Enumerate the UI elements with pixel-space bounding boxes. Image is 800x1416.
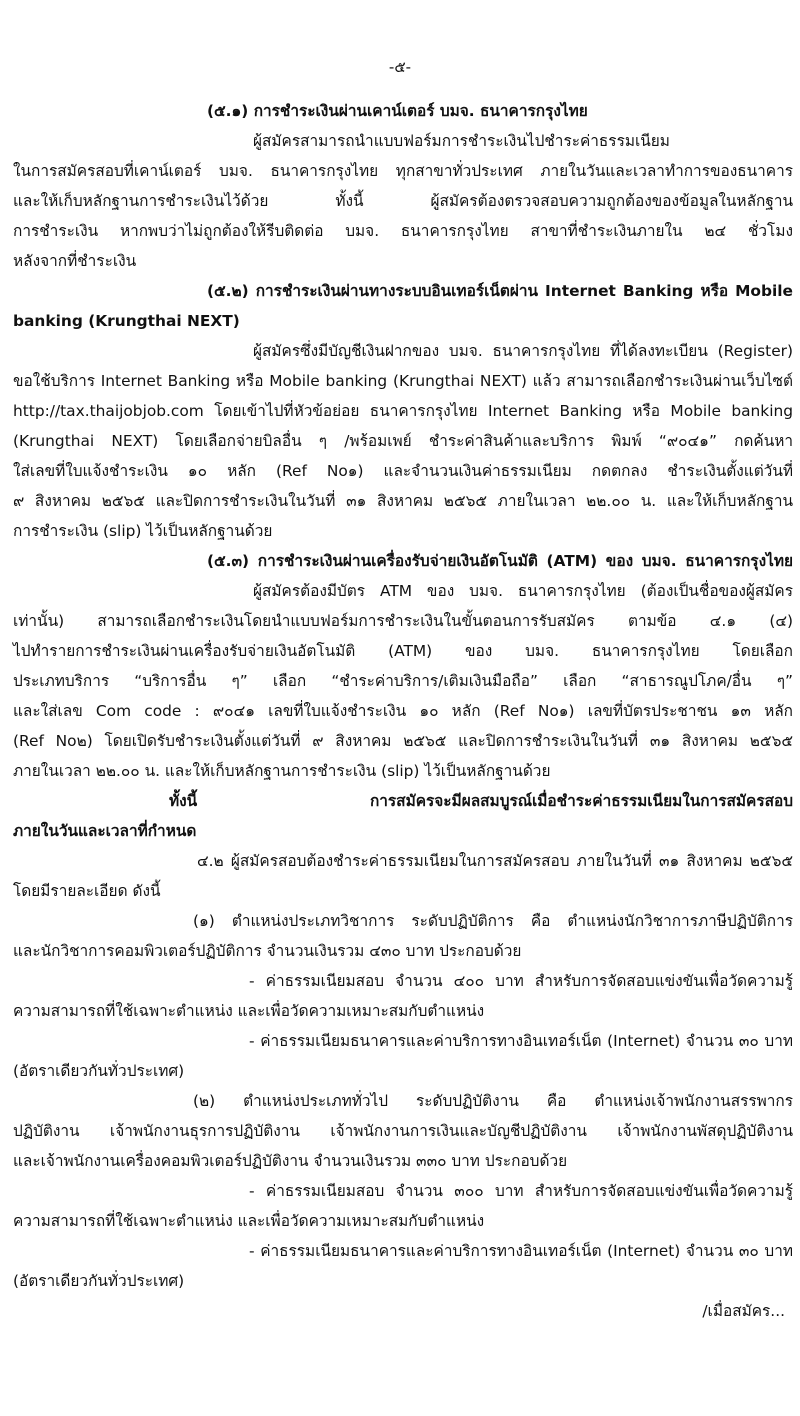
section-s3 bbox=[13, 546, 793, 786]
text-line: ผู้สมัครต้องมีบัตร ATM ของ บมจ. ธนาคารกรุงไทย (ต้องเป็นชื่อของผู้สมัคร bbox=[253, 582, 793, 600]
text-line: ในการสมัครสอบที่เคาน์เตอร์ บมจ. ธนาคารกรุงไทย ทุกสาขาทั่วประเทศ ภายในวันและเวลาทำการของธนาคาร bbox=[13, 162, 793, 180]
text-line: banking (Krungthai NEXT) bbox=[13, 312, 240, 330]
section-s2 bbox=[13, 276, 793, 546]
text-line: การชำระเงิน (slip) ไว้เป็นหลักฐานด้วย bbox=[13, 522, 273, 540]
text-line: ผู้สมัครสามารถนำแบบฟอร์มการชำระเงินไปชำระค่าธรรมเนียม bbox=[253, 132, 670, 150]
text-line: ทั้งนี้ การสมัครจะมีผลสมบูรณ์เมื่อชำระค่าธรรมเนียมในการสมัครสอบ bbox=[169, 792, 793, 810]
section-s4 bbox=[13, 786, 793, 846]
text-line: - ค่าธรรมเนียมธนาคารและค่าบริการทางอินเทอร์เน็ต (Internet) จำนวน ๓๐ บาท bbox=[249, 1242, 793, 1260]
text-line: การชำระเงิน หากพบว่าไม่ถูกต้องให้รีบติดต่อ บมจ. ธนาคารกรุงไทย สาขาที่ชำระเงินภายใน ๒๔ ชั่วโมง bbox=[13, 222, 793, 240]
text-line: และใส่เลข Com code : ๙๐๔๑ เลขที่ใบแจ้งชำระเงิน ๑๐ หลัก (Ref No๑) เลขที่บัตรประชาชน ๑๓ หลัก bbox=[13, 702, 793, 720]
text-line: ผู้สมัครซึ่งมีบัญชีเงินฝากของ บมจ. ธนาคารกรุงไทย ที่ได้ลงทะเบียน (Register) bbox=[253, 342, 793, 360]
text-line: http://tax.thaijobjob.com โดยเข้าไปที่หัวข้อย่อย ธนาคารกรุงไทย Internet Banking หรือ Mobile banking bbox=[13, 402, 793, 420]
text-line: ไปทำรายการชำระเงินผ่านเครื่องรับจ่ายเงินอัตโนมัติ (ATM) ของ บมจ. ธนาคารกรุงไทย โดยเลือก bbox=[13, 642, 793, 660]
text-line: ๔.๒ ผู้สมัครสอบต้องชำระค่าธรรมเนียมในการสมัครสอบ ภายในวันที่ ๓๑ สิงหาคม ๒๕๖๕ bbox=[197, 852, 793, 870]
text-line: ใส่เลขที่ใบแจ้งชำระเงิน ๑๐ หลัก (Ref No๑) และจำนวนเงินค่าธรรมเนียม กดตกลง ชำระเงินตั้งแต่วันที่ bbox=[13, 462, 793, 480]
text-line: ภายในเวลา ๒๒.๐๐ น. และให้เก็บหลักฐานการชำระเงิน (slip) ไว้เป็นหลักฐานด้วย bbox=[13, 762, 551, 780]
text-line: ปฏิบัติงาน เจ้าพนักงานธุรการปฏิบัติงาน เจ้าพนักงานการเงินและบัญชีปฏิบัติงาน เจ้าพนักงานพัสดุปฏิบัติงาน bbox=[13, 1122, 793, 1140]
text-line: (๑) ตำแหน่งประเภทวิชาการ ระดับปฏิบัติการ คือ ตำแหน่งนักวิชาการภาษีปฏิบัติการ bbox=[193, 912, 793, 930]
continuation-note: /เมื่อสมัคร... bbox=[702, 1302, 785, 1320]
text-line: ความสามารถที่ใช้เฉพาะตำแหน่ง และเพื่อวัดความเหมาะสมกับตำแหน่ง bbox=[13, 1212, 485, 1230]
text-line: - ค่าธรรมเนียมสอบ จำนวน ๔๐๐ บาท สำหรับการจัดสอบแข่งขันเพื่อวัดความรู้ bbox=[249, 972, 793, 990]
section-s1 bbox=[13, 96, 793, 276]
document-body bbox=[13, 96, 793, 1326]
text-line: เท่านั้น) สามารถเลือกชำระเงินโดยนำแบบฟอร์มการชำระเงินในขั้นตอนการรับสมัคร ตามข้อ ๔.๑ (๔) bbox=[13, 612, 793, 630]
text-line: ภายในวันและเวลาที่กำหนด bbox=[13, 822, 197, 840]
text-line: (๕.๓) การชำระเงินผ่านเครื่องรับจ่ายเงินอัตโนมัติ (ATM) ของ บมจ. ธนาคารกรุงไทย bbox=[207, 552, 793, 570]
text-line: (Krungthai NEXT) โดยเลือกจ่ายบิลอื่น ๆ /พร้อมเพย์ ชำระค่าสินค้าและบริการ พิมพ์ “๙๐๔๑” กดค้นหา bbox=[13, 432, 793, 450]
text-line: ความสามารถที่ใช้เฉพาะตำแหน่ง และเพื่อวัดความเหมาะสมกับตำแหน่ง bbox=[13, 1002, 485, 1020]
text-line: หลังจากที่ชำระเงิน bbox=[13, 252, 137, 270]
text-line: (Ref No๒) โดยเปิดรับชำระเงินตั้งแต่วันที่ ๙ สิงหาคม ๒๕๖๕ และปิดการชำระเงินในวันที่ ๓๑ สิงหาคม ๒๕๖๕ bbox=[13, 732, 793, 750]
text-line: (อัตราเดียวกันทั่วประเทศ) bbox=[13, 1062, 185, 1080]
text-line: (อัตราเดียวกันทั่วประเทศ) bbox=[13, 1272, 185, 1290]
page-number: -๕- bbox=[388, 58, 412, 76]
section-s5 bbox=[13, 846, 793, 1296]
text-line: - ค่าธรรมเนียมสอบ จำนวน ๓๐๐ บาท สำหรับการจัดสอบแข่งขันเพื่อวัดความรู้ bbox=[249, 1182, 793, 1200]
text-line: ประเภทบริการ “บริการอื่น ๆ” เลือก “ชำระค่าบริการ/เติมเงินมือถือ” เลือก “สาธารณูปโภค/อื่น ๆ” bbox=[13, 672, 793, 690]
text-line: และนักวิชาการคอมพิวเตอร์ปฏิบัติการ จำนวนเงินรวม ๔๓๐ บาท ประกอบด้วย bbox=[13, 942, 522, 960]
text-line: โดยมีรายละเอียด ดังนี้ bbox=[13, 882, 161, 900]
text-line: และให้เก็บหลักฐานการชำระเงินไว้ด้วย ทั้งนี้ ผู้สมัครต้องตรวจสอบความถูกต้องของข้อมูลในหลักฐาน bbox=[13, 192, 793, 210]
text-line: และเจ้าพนักงานเครื่องคอมพิวเตอร์ปฏิบัติงาน จำนวนเงินรวม ๓๓๐ บาท ประกอบด้วย bbox=[13, 1152, 568, 1170]
text-line: ขอใช้บริการ Internet Banking หรือ Mobile banking (Krungthai NEXT) แล้ว สามารถเลือกชำระเงินผ่านเว็บไซต์ bbox=[13, 372, 793, 390]
text-line: (๕.๒) การชำระเงินผ่านทางระบบอินเทอร์เน็ตผ่าน Internet Banking หรือ Mobile bbox=[207, 282, 793, 300]
text-line: (๒) ตำแหน่งประเภททั่วไป ระดับปฏิบัติงาน คือ ตำแหน่งเจ้าพนักงานสรรพากร bbox=[193, 1092, 793, 1110]
text-line: (๕.๑) การชำระเงินผ่านเคาน์เตอร์ บมจ. ธนาคารกรุงไทย bbox=[207, 102, 588, 120]
text-line: - ค่าธรรมเนียมธนาคารและค่าบริการทางอินเทอร์เน็ต (Internet) จำนวน ๓๐ บาท bbox=[249, 1032, 793, 1050]
text-line: ๙ สิงหาคม ๒๕๖๕ และปิดการชำระเงินในวันที่ ๓๑ สิงหาคม ๒๕๖๕ ภายในเวลา ๒๒.๐๐ น. และให้เก็บหลักฐาน bbox=[13, 492, 793, 510]
